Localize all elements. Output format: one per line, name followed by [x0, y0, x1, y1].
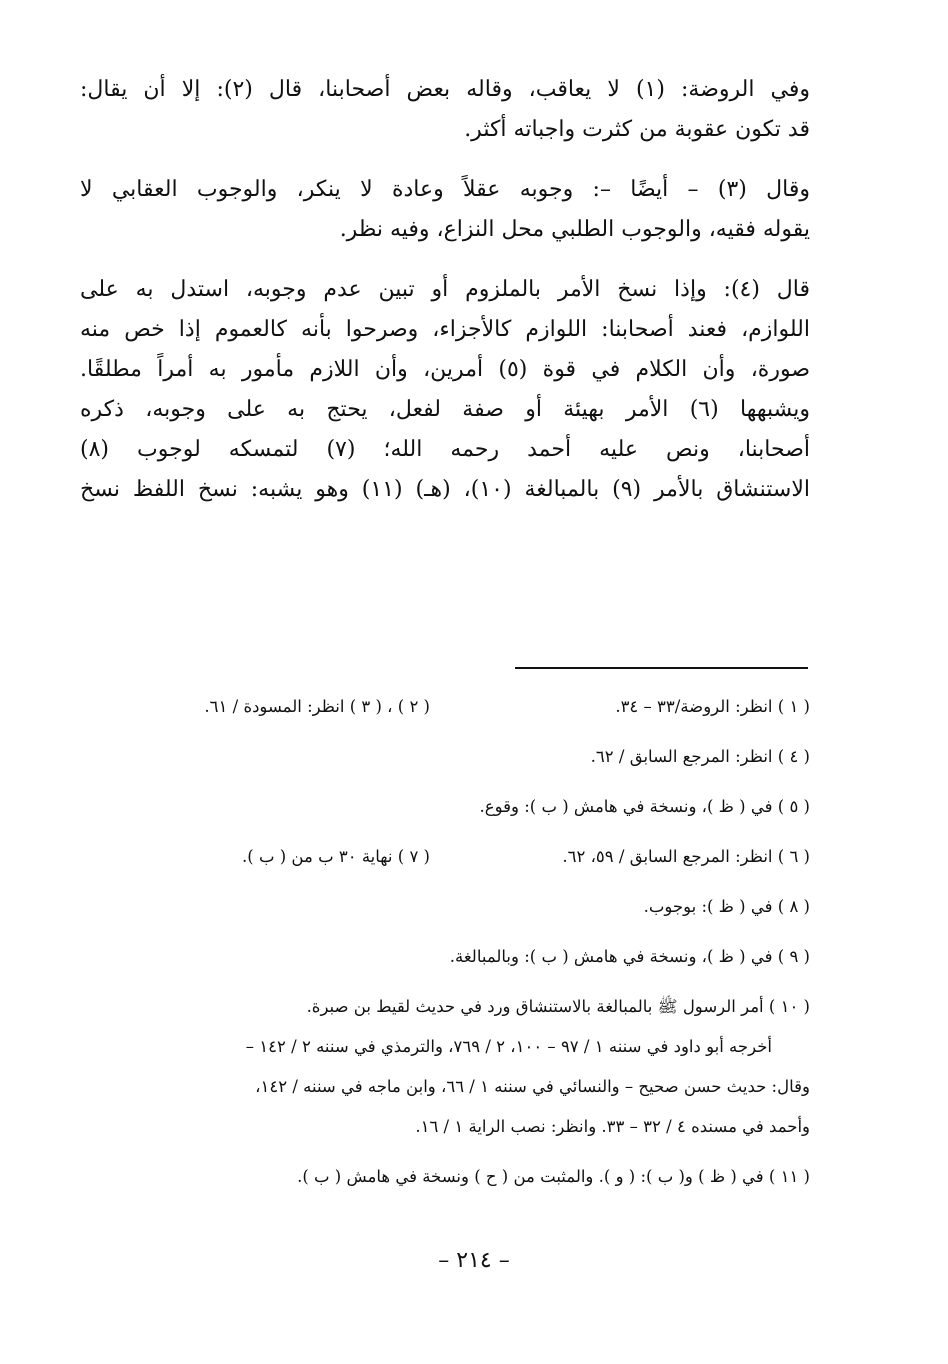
main-text: [80, 70, 810, 530]
footnote-separator: [515, 667, 808, 669]
footnote-11: ( ١١ ) في ( ظ ) و( ب ): ( و ). والمثبت من ( ح ) ونسخة في هامش ( ب ).: [297, 1167, 810, 1186]
footnote-10: ( ١٠ ) أمر الرسول ﷺ بالمبالغة بالاستنشاق ورد في حديث لقيط بن صبرة.: [306, 997, 810, 1016]
footnote-10-line: وقال: حديث حسن صحيح – والنسائي في سننه ١ / ٦٦، وابن ماجه في سننه / ١٤٢،: [255, 1077, 810, 1096]
footnote-row: [80, 690, 810, 724]
footnote-2-3: ( ٢ ) ، ( ٣ ) انظر: المسودة / ٦١.: [204, 697, 430, 716]
footnote-row: [80, 840, 810, 874]
footnote-10-line: أخرجه أبو داود في سننه ١ / ٩٧ – ١٠٠، ٢ / ٧٦٩، والترمذي في سننه ٢ / ١٤٢ –: [245, 1037, 772, 1056]
paragraph-1: [80, 70, 810, 150]
footnote-7: ( ٧ ) نهاية ٣٠ ب من ( ب ).: [242, 847, 430, 866]
footnote-1: ( ١ ) انظر: الروضة/٣٣ – ٣٤.: [615, 697, 810, 716]
footnote-8: ( ٨ ) في ( ظ ): بوجوب.: [643, 897, 810, 916]
text-line: يقوله فقيه، والوجوب الطلبي محل النزاع، وفيه نظر.: [339, 217, 810, 242]
text-line: وفي الروضة: (١) لا يعاقب، وقاله بعض أصحابنا، قال (٢): إلا أن يقال:: [80, 77, 810, 102]
text-line: قد تكون عقوبة من كثرت واجباته أكثر.: [464, 117, 810, 142]
text-line: أصحابنا، ونص عليه أحمد رحمه الله؛ (٧) لتمسكه لوجوب (٨): [80, 437, 810, 462]
text-line: ويشبهها (٦) الأمر بهيئة أو صفة لفعل، يحتج به على وجوبه، ذكره: [80, 397, 810, 422]
footnote-10-line: وأحمد في مسنده ٤ / ٣٢ – ٣٣. وانظر: نصب الراية ١ / ١٦.: [415, 1117, 810, 1136]
text-line: اللوازم، فعند أصحابنا: اللوازم كالأجزاء، وصرحوا بأنه كالعموم إذا خص منه: [80, 317, 810, 342]
text-line: الاستنشاق بالأمر (٩) بالمبالغة (١٠)، (هـ) (١١) وهو يشبه: نسخ اللفظ نسخ: [80, 477, 810, 502]
footnote-4: ( ٤ ) انظر: المرجع السابق / ٦٢.: [590, 747, 810, 766]
text-line: وقال (٣) – أيضًا –: وجوبه عقلاً وعادة لا ينكر، والوجوب العقابي لا: [80, 177, 810, 202]
footnote-5: ( ٥ ) في ( ظ )، ونسخة في هامش ( ب ): وقوع.: [479, 797, 810, 816]
paragraph-2: [80, 170, 810, 250]
page-number: – ٢١٤ –: [438, 1248, 510, 1273]
footnotes: [80, 690, 810, 1210]
text-line: قال (٤): وإذا نسخ الأمر بالملزوم أو تبين عدم وجوبه، استدل به على: [80, 277, 810, 302]
footnote-6: ( ٦ ) انظر: المرجع السابق / ٥٩، ٦٢.: [562, 847, 810, 866]
paragraph-3: [80, 270, 810, 510]
footnote-9: ( ٩ ) في ( ظ )، ونسخة في هامش ( ب ): وبالمبالغة.: [449, 947, 810, 966]
text-line: صورة، وأن الكلام في قوة (٥) أمرين، وأن اللازم مأمور به أمراً مطلقًا.: [80, 357, 810, 382]
